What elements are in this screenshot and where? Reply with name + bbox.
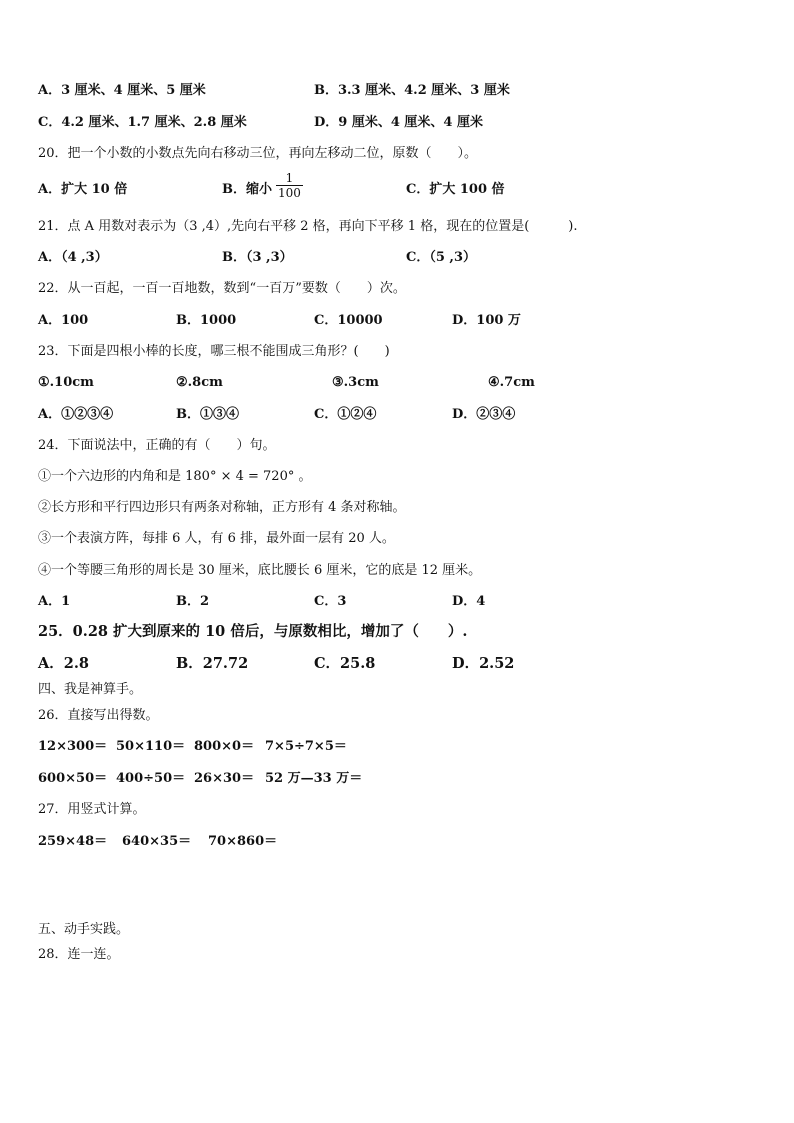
q27-item-2: 640×35＝ <box>122 834 192 849</box>
q23-stick-4: ④.7cm <box>488 375 535 390</box>
section-4-heading: 四、我是神算手。 <box>38 682 143 697</box>
q23-option-d[interactable]: D．②③④ <box>452 407 516 422</box>
q23-stick-3: ③.3cm <box>332 375 379 390</box>
q26-item-3: 800×0＝ <box>194 739 255 754</box>
q26-item-7: 26×30＝ <box>194 771 255 786</box>
q19-option-a[interactable]: A．3 厘米、4 厘米、5 厘米 <box>38 83 206 98</box>
q24-stem: 24．下面说法中，正确的有（ ）句。 <box>38 438 276 453</box>
q25-option-b[interactable]: B．27.72 <box>176 655 249 672</box>
q26-item-1: 12×300＝ <box>38 739 108 754</box>
q22-option-d[interactable]: D．100 万 <box>452 313 521 328</box>
q22-option-b[interactable]: B．1000 <box>176 313 237 328</box>
q22-option-a[interactable]: A．100 <box>38 313 89 328</box>
section-5-heading: 五、动手实践。 <box>38 922 130 937</box>
q24-statement-4: ④一个等腰三角形的周长是 30 厘米，底比腰长 6 厘米，它的底是 12 厘米。 <box>38 563 482 578</box>
q20-option-b[interactable] <box>222 181 272 199</box>
q20-option-b-label: B．缩小 <box>222 182 272 197</box>
q22-stem: 22．从一百起，一百一百地数，数到“一百万”要数（ ）次。 <box>38 281 406 296</box>
q25-option-c[interactable]: C．25.8 <box>314 655 376 672</box>
fraction-numerator: 1 <box>285 171 294 185</box>
q27-item-1: 259×48＝ <box>38 834 108 849</box>
q23-stick-2: ②.8cm <box>176 375 223 390</box>
q24-option-d[interactable]: D．4 <box>452 594 486 609</box>
q24-statement-2: ②长方形和平行四边形只有两条对称轴，正方形有 4 条对称轴。 <box>38 500 406 515</box>
q23-option-a[interactable]: A．①②③④ <box>38 407 114 422</box>
q27-item-3: 70×860＝ <box>208 834 278 849</box>
q20-option-c[interactable]: C．扩大 100 倍 <box>406 182 505 197</box>
q19-option-d[interactable]: D．9 厘米、4 厘米、4 厘米 <box>314 115 483 130</box>
q25-stem: 25．0.28 扩大到原来的 10 倍后，与原数相比，增加了（ ）. <box>38 623 468 640</box>
q21-stem: 21．点 A 用数对表示为（3 ,4）,先向右平移 2 格，再向下平移 1 格，现在的位置是( ). <box>38 219 578 234</box>
q26-item-8: 52 万—33 万＝ <box>265 771 363 786</box>
q21-option-c[interactable]: C．（5 ,3） <box>406 250 476 265</box>
q20-option-a[interactable]: A．扩大 10 倍 <box>38 182 128 197</box>
q26-stem: 26．直接写出得数。 <box>38 708 159 723</box>
q26-item-2: 50×110＝ <box>116 739 186 754</box>
q25-option-d[interactable]: D．2.52 <box>452 655 515 672</box>
q26-item-6: 400÷50＝ <box>116 771 186 786</box>
q26-item-5: 600×50＝ <box>38 771 108 786</box>
q22-option-c[interactable]: C．10000 <box>314 313 383 328</box>
q19-option-c[interactable]: C．4.2 厘米、1.7 厘米、2.8 厘米 <box>38 115 247 130</box>
q24-statement-1: ①一个六边形的内角和是 180° × 4 = 720° 。 <box>38 469 312 484</box>
q20-stem: 20．把一个小数的小数点先向右移动三位，再向左移动二位，原数（ ）。 <box>38 146 478 161</box>
q24-statement-3: ③一个表演方阵，每排 6 人，有 6 排，最外面一层有 20 人。 <box>38 531 395 546</box>
q21-option-b[interactable]: B．（3 ,3） <box>222 250 293 265</box>
q21-option-a[interactable]: A．（4 ,3） <box>38 250 108 265</box>
q23-stick-1: ①.10cm <box>38 375 94 390</box>
q20-option-b-fraction <box>276 171 303 200</box>
fraction-denominator: 100 <box>278 186 301 200</box>
q27-stem: 27．用竖式计算。 <box>38 802 146 817</box>
q24-option-c[interactable]: C．3 <box>314 594 347 609</box>
q28-stem: 28．连一连。 <box>38 947 120 962</box>
q26-item-4: 7×5÷7×5＝ <box>265 739 347 754</box>
q24-option-a[interactable]: A．1 <box>38 594 71 609</box>
q23-option-c[interactable]: C．①②④ <box>314 407 377 422</box>
q25-option-a[interactable]: A．2.8 <box>38 655 89 672</box>
q23-option-b[interactable]: B．①③④ <box>176 407 239 422</box>
q19-option-b[interactable]: B．3.3 厘米、4.2 厘米、3 厘米 <box>314 83 510 98</box>
q24-option-b[interactable]: B．2 <box>176 594 210 609</box>
q23-stem: 23．下面是四根小棒的长度，哪三根不能围成三角形？( ) <box>38 344 390 359</box>
